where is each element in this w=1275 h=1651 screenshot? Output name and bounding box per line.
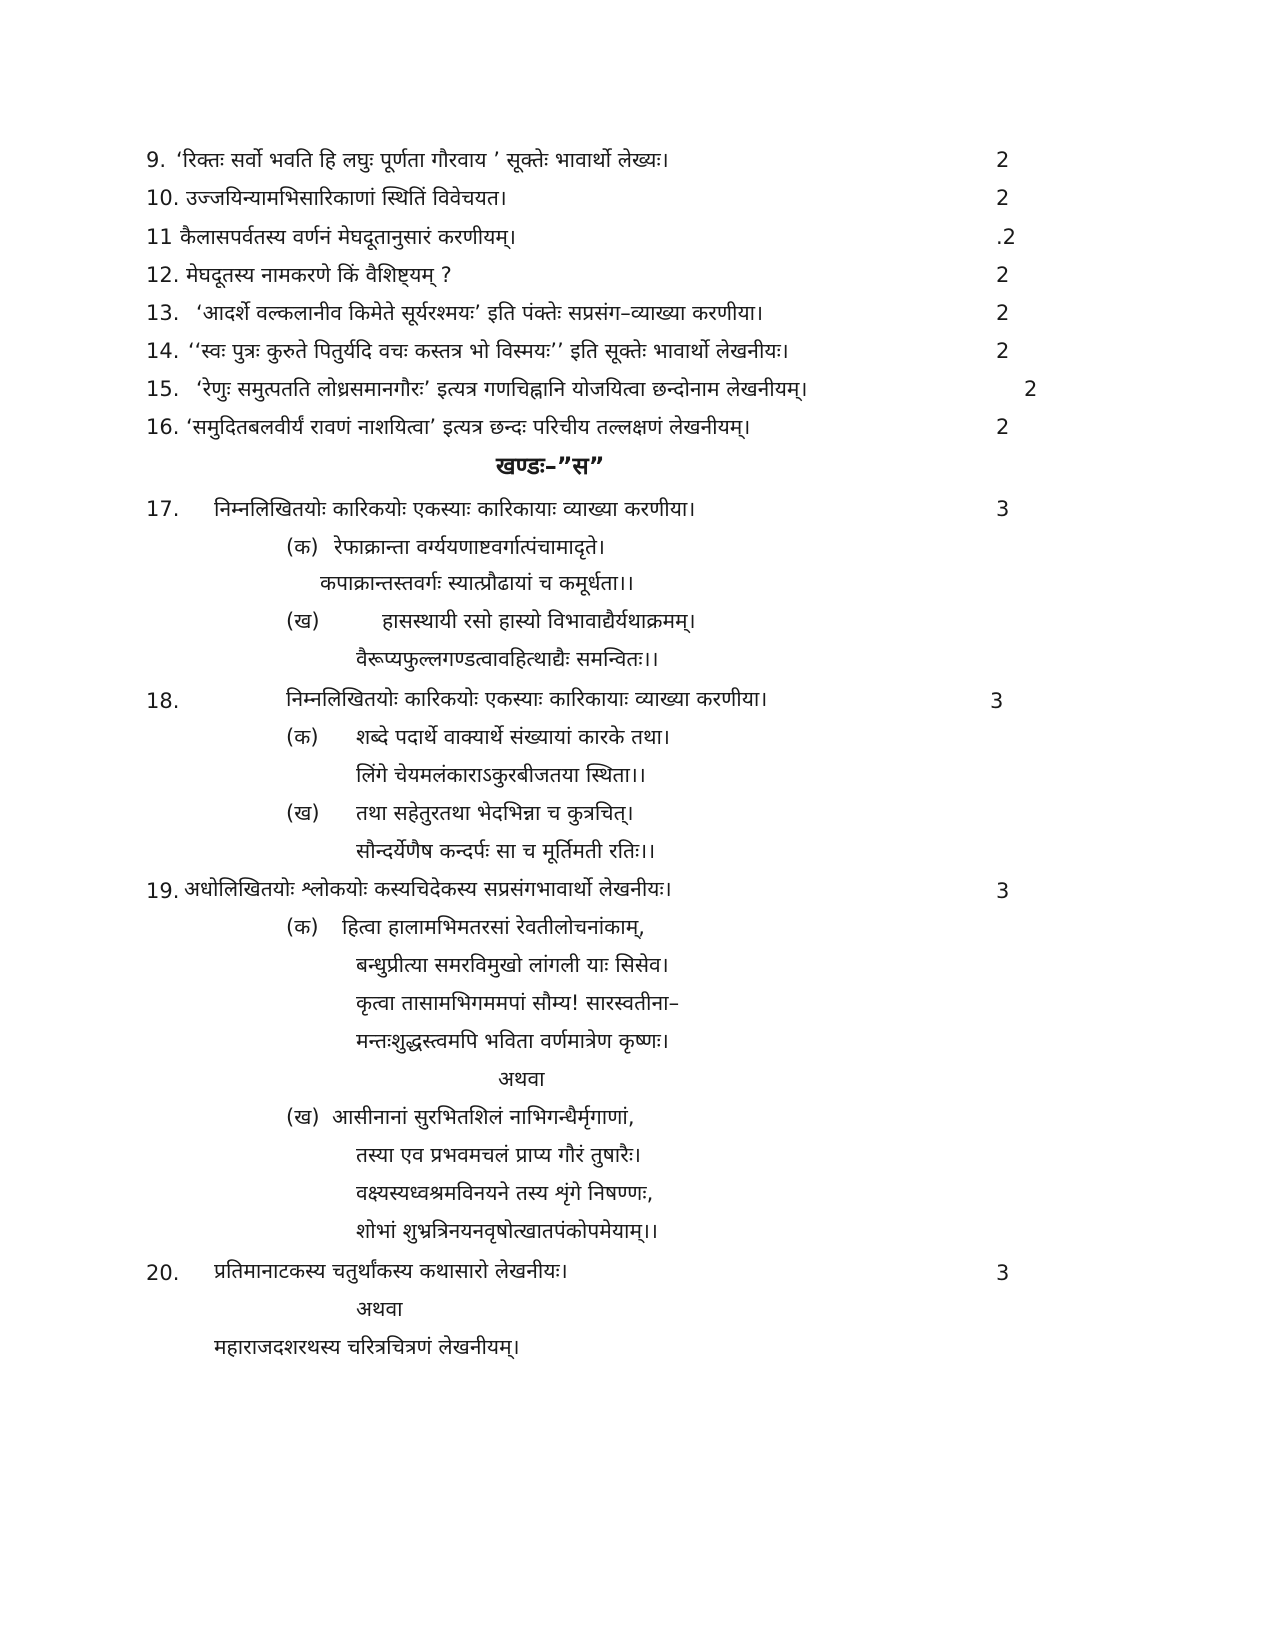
question-number: 12. <box>146 263 180 287</box>
question-marks: 2 <box>996 339 1010 363</box>
question-number: 13. <box>146 301 180 325</box>
question-number: 18. <box>146 689 180 713</box>
question-text: निम्नलिखितयोः कारिकयोः एकस्याः कारिकायाः व्याख्या करणीया। <box>286 687 768 711</box>
option-label: (ख) <box>286 1105 320 1129</box>
verse-line: आसीनानां सुरभितशिलं नाभिगन्धैर्मृगाणां, <box>332 1105 635 1129</box>
option-label: (क) <box>286 725 319 749</box>
question-text: अधोलिखितयोः श्लोकयोः कस्यचिदेकस्य सप्रसंगभावार्थो लेखनीयः। <box>184 877 672 901</box>
verse-line: बन्धुप्रीत्या समरविमुखो लांगली याः सिसेव। <box>356 953 669 977</box>
question-marks: 2 <box>996 148 1010 172</box>
question-marks: 2 <box>996 301 1010 325</box>
verse-line: मन्तःशुद्धस्त्वमपि भविता वर्णमात्रेण कृष्णः। <box>356 1029 669 1053</box>
question-text: उज्जयिन्यामभिसारिकाणां स्थितिं विवेचयत। <box>186 186 507 210</box>
verse-line: हित्वा हालामभिमतरसां रेवतीलोचनांकाम्, <box>342 915 645 939</box>
question-text: मेघदूतस्य नामकरणे किं वैशिष्ट्यम् ? <box>186 263 452 287</box>
option-label: (क) <box>286 535 319 559</box>
verse-line: शब्दे पदार्थे वाक्यार्थे संख्यायां कारके तथा। <box>356 725 670 749</box>
question-text: निम्नलिखितयोः कारिकयोः एकस्याः कारिकायाः व्याख्या करणीया। <box>214 497 696 521</box>
question-number: 14. <box>146 339 180 363</box>
question-text: ‘रेणुः समुत्पतति लोध्रसमानगौरः’ इत्यत्र गणचिह्नानि योजयित्वा छन्दोनाम लेखनीयम्। <box>196 377 808 401</box>
question-number: 20. <box>146 1261 180 1285</box>
question-text: कैलासपर्वतस्य वर्णनं मेघदूतानुसारं करणीयम्। <box>180 225 516 249</box>
question-text: ‘‘स्वः पुत्रः कुरुते पितुर्यदि वचः कस्तत्र भो विस्मयः’’ इति सूक्तेः भावार्थो लेखनीयः। <box>188 339 789 363</box>
option-label: (ख) <box>286 609 320 633</box>
verse-line: तथा सहेतुरतथा भेदभिन्ना च कुत्रचित्। <box>356 801 634 825</box>
question-text-alt: महाराजदशरथस्य चरित्रचित्रणं लेखनीयम्। <box>214 1335 520 1359</box>
verse-line: तस्या एव प्रभवमचलं प्राप्य गौरं तुषारैः। <box>356 1143 642 1167</box>
or-separator: अथवा <box>498 1067 545 1091</box>
question-marks: 3 <box>996 497 1010 521</box>
option-label: (ख) <box>286 801 320 825</box>
question-text: ‘समुदितबलवीर्यं रावणं नाशयित्वा’ इत्यत्र छन्दः परिचीय तल्लक्षणं लेखनीयम्। <box>186 415 751 439</box>
verse-line: वैरूप्यफुल्लगण्डत्वावहित्थाद्यैः समन्वितः।। <box>356 647 659 671</box>
question-number: 10. <box>146 186 180 210</box>
question-text: ‘रिक्तः सर्वो भवति हि लघुः पूर्णता गौरवाय ’ सूक्तेः भावार्थो लेख्यः। <box>176 148 669 172</box>
question-marks: .2 <box>996 225 1017 249</box>
question-marks: 3 <box>996 879 1010 903</box>
verse-line: वक्ष्यस्यध्वश्रमविनयने तस्य शृंगे निषण्णः, <box>356 1181 654 1205</box>
question-marks: 3 <box>990 689 1004 713</box>
question-text: प्रतिमानाटकस्य चतुर्थांकस्य कथासारो लेखनीयः। <box>214 1259 568 1283</box>
question-number: 16. <box>146 415 180 439</box>
option-label: (क) <box>286 915 319 939</box>
question-number: 11 <box>146 225 173 249</box>
question-marks: 2 <box>996 263 1010 287</box>
question-marks: 2 <box>1024 377 1038 401</box>
question-marks: 2 <box>996 186 1010 210</box>
question-number: 15. <box>146 377 180 401</box>
verse-line: लिंगे चेयमलंकाराऽकुरबीजतया स्थिता।। <box>356 763 646 787</box>
verse-line: सौन्दर्येणैष कन्दर्पः सा च मूर्तिमती रतिः।। <box>356 839 656 863</box>
section-heading: खण्डः–”स” <box>496 452 605 480</box>
question-marks: 2 <box>996 415 1010 439</box>
question-marks: 3 <box>996 1261 1010 1285</box>
verse-line: रेफाक्रान्ता वर्ग्ययणाष्टवर्गात्पंचामादृते। <box>334 535 605 559</box>
question-number: 9. <box>146 148 167 172</box>
question-text: ‘आदर्शे वल्कलानीव किमेते सूर्यरश्मयः’ इति पंक्तेः सप्रसंग–व्याख्या करणीया। <box>196 301 764 325</box>
or-separator: अथवा <box>356 1297 403 1321</box>
question-number: 19. <box>146 879 180 903</box>
verse-line: शोभां शुभ्रत्रिनयनवृषोत्खातपंकोपमेयाम्।। <box>356 1219 658 1243</box>
question-number: 17. <box>146 497 180 521</box>
verse-line: हासस्थायी रसो हास्यो विभावाद्यैर्यथाक्रमम्। <box>382 609 696 633</box>
verse-line: कृत्वा तासामभिगममपां सौम्य! सारस्वतीना– <box>356 991 680 1015</box>
verse-line: कपाक्रान्तस्तवर्गः स्यात्प्रौढायां च कमूर्धता।। <box>320 571 634 595</box>
